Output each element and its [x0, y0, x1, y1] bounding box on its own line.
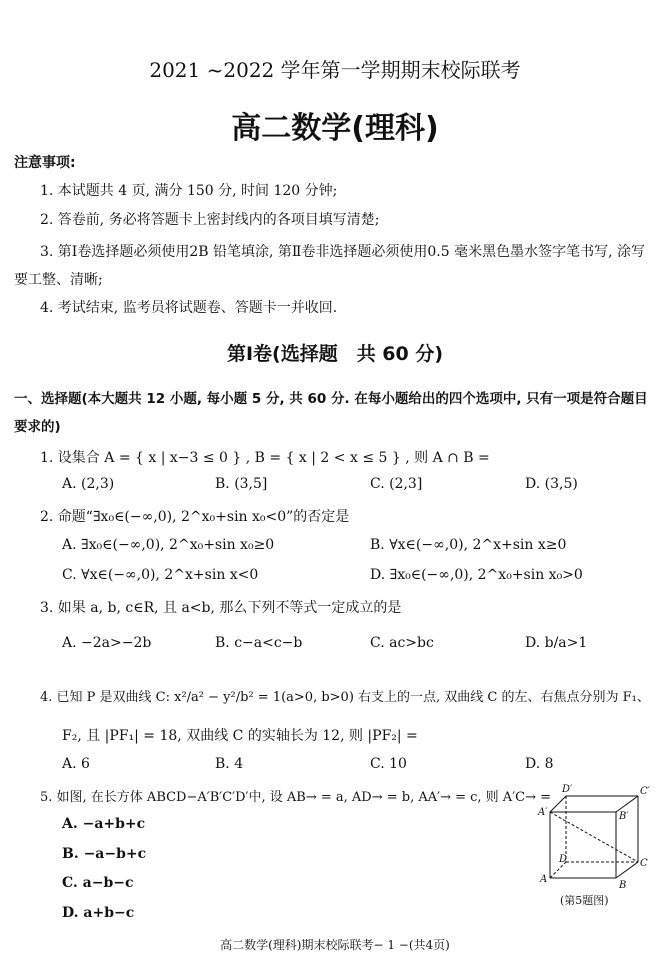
option-c: C. a−b−c [62, 875, 134, 891]
option-b: B. ∀x∈(−∞,0), 2^x+sin x≥0 [370, 537, 567, 553]
option-b: B. 4 [215, 756, 244, 772]
option-c: C. ∀x∈(−∞,0), 2^x+sin x<0 [62, 567, 259, 583]
option-c: C. ac>bc [370, 635, 434, 651]
vertex-label: D [559, 854, 568, 865]
subject-title: 高二数学(理科) [231, 111, 439, 146]
vertex-label: C′ [640, 786, 650, 797]
notice-item: 4. 考试结束, 监考员将试题卷、答题卡一并收回. [40, 300, 338, 316]
part-title: 第Ⅰ卷(选择题 共 60 分) [226, 343, 444, 365]
option-a: A. (2,3) [62, 476, 115, 492]
notice-heading: 注意事项: [14, 155, 76, 171]
option-c: C. (2,3] [370, 476, 423, 492]
question-stem: 5. 如图, 在长方体 ABCD−A′B′C′D′中, 设 AB→ = a, AD→ = b, AA′→ = c, 则 A′C→ = [40, 790, 552, 805]
vertex-label: D′ [562, 784, 573, 795]
notice-item: 1. 本试题共 4 页, 满分 150 分, 时间 120 分钟; [40, 183, 338, 199]
option-d: D. (3,5) [525, 476, 578, 492]
vertex-label: A [540, 874, 548, 885]
option-b: B. −a−b+c [62, 846, 147, 862]
option-b: B. (3,5] [215, 476, 268, 492]
notice-item: 2. 答卷前, 务必将答题卡上密封线内的各项目填写清楚; [40, 212, 380, 228]
option-d: D. 8 [525, 756, 554, 772]
exam-title: 2021 ~2022 学年第一学期期末校际联考 [149, 58, 521, 82]
option-c: C. 10 [370, 756, 407, 772]
vertex-label: B′ [619, 811, 629, 822]
vertex-label: C [640, 858, 648, 869]
option-d: D. ∃x₀∈(−∞,0), 2^x₀+sin x₀>0 [370, 567, 583, 583]
option-b: B. c−a<c−b [215, 635, 303, 651]
notice-item: 3. 第Ⅰ卷选择题必须使用2B 铅笔填涂, 第Ⅱ卷非选择题必须使用0.5 毫米黑色墨水签字笔书写, 涂写要工整、清晰; [14, 244, 646, 288]
option-a: A. −a+b+c [62, 816, 146, 832]
vertex-label: B [619, 880, 627, 891]
option-d: D. a+b−c [62, 905, 135, 921]
cuboid-figure [528, 780, 660, 910]
question-stem: 4. 已知 P 是双曲线 C: x²/a² − y²/b² = 1(a>0, b>0) 右支上的一点, 双曲线 C 的左、右焦点分别为 F₁、 [40, 690, 650, 705]
vertex-label: A′ [538, 807, 548, 818]
option-a: A. 6 [62, 756, 90, 772]
question-stem: 3. 如果 a, b, c∈R, 且 a<b, 那么下列不等式一定成立的是 [40, 600, 402, 616]
option-d: D. b/a>1 [525, 635, 588, 651]
question-stem: 2. 命题“∃x₀∈(−∞,0), 2^x₀+sin x₀<0”的否定是 [40, 509, 350, 525]
question-stem-continued: F₂, 且 |PF₁| = 18, 双曲线 C 的实轴长为 12, 则 |PF₂| = [62, 728, 418, 744]
question-stem: 1. 设集合 A = { x | x−3 ≤ 0 } , B = { x | 2 < x ≤ 5 } , 则 A ∩ B = [40, 450, 490, 466]
option-a: A. ∃x₀∈(−∞,0), 2^x₀+sin x₀≥0 [62, 537, 275, 553]
page-footer: 高二数学(理科)期末校际联考− 1 −(共4页) [220, 938, 450, 952]
section-heading: 一、选择题(本大题共 12 小题, 每小题 5 分, 共 60 分. 在每小题给出的四个选项中, 只有一项是符合题目要求的) [14, 391, 648, 435]
option-a: A. −2a>−2b [62, 635, 152, 651]
figure-caption: (第5题图) [560, 894, 609, 907]
